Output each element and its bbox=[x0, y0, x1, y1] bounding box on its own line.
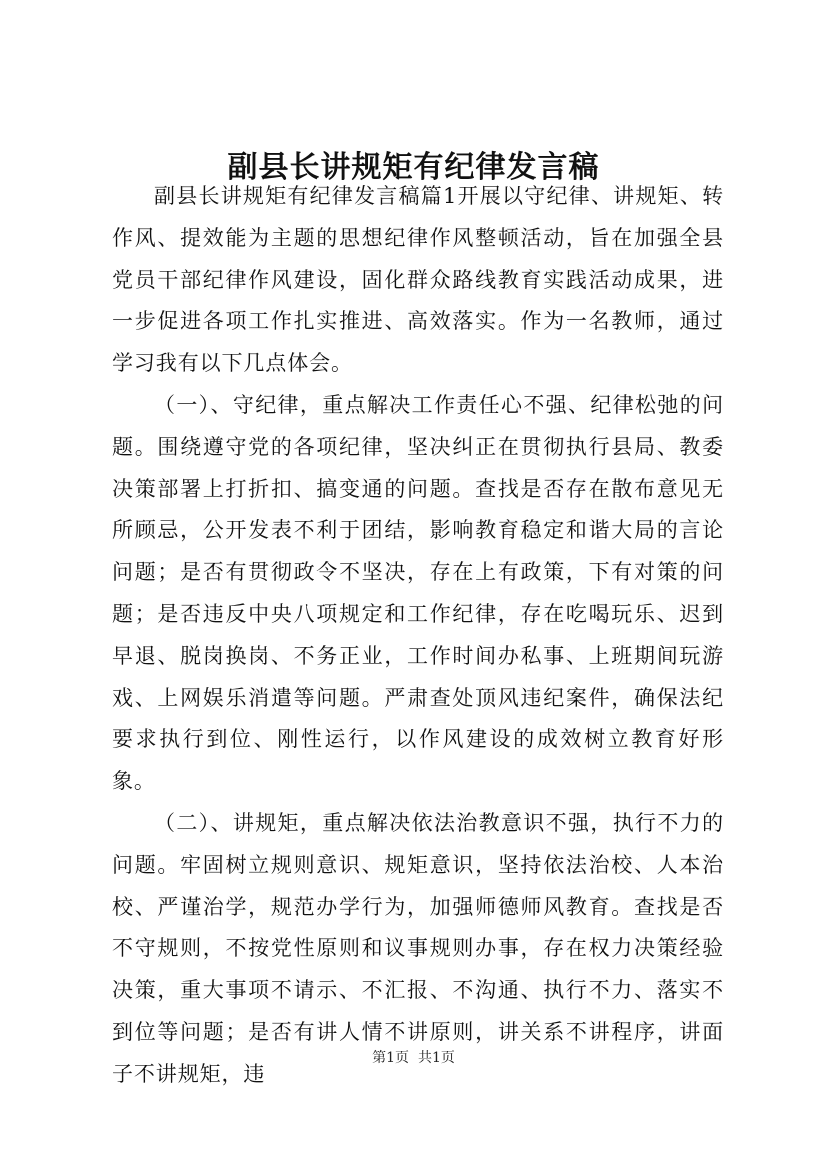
paragraph-section-2: （二）、讲规矩，重点解决依法治教意识不强，执行不力的问题。牢固树立规则意识、规矩意识，坚持依法治校、人本治校、严谨治学，规范办学行为，加强师德师风教育。查找是否不守规则，不按党性原则和议事规则办事，存在权力决策经验决策，重大事项不请示、不汇报、不沟通、执行不力、落实不到位等问题；是否有讲人情不讲原则，讲关系不讲程序，讲面子不讲规矩，违 bbox=[112, 810, 724, 1086]
document-body bbox=[112, 176, 724, 1096]
page-number: 第1页 共1页 bbox=[372, 1050, 455, 1066]
document-title: 副县长讲规矩有纪律发言稿 bbox=[227, 150, 600, 185]
page-footer bbox=[0, 1048, 827, 1068]
paragraph-section-1: （一）、守纪律，重点解决工作责任心不强、纪律松弛的问题。围绕遵守党的各项纪律，坚决纠正在贯彻执行县局、教委决策部署上打折扣、搞变通的问题。查找是否存在散布意见无所顾忌，公开发表不利于团结，影响教育稳定和谐大局的言论问题；是否有贯彻政令不坚决，存在上有政策，下有对策的问题；是否违反中央八项规定和工作纪律，存在吃喝玩乐、迟到早退、脱岗换岗、不务正业，工作时间办私事、上班期间玩游戏、上网娱乐消遣等问题。严肃查处顶风违纪案件，确保法纪要求执行到位、刚性运行，以作风建设的成效树立教育好形象。 bbox=[112, 392, 724, 794]
paragraph-intro: 副县长讲规矩有纪律发言稿篇1开展以守纪律、讲规矩、转作风、提效能为主题的思想纪律作风整顿活动，旨在加强全县党员干部纪律作风建设，固化群众路线教育实践活动成果，进一步促进各项工作扎实推进、高效落实。作为一名教师，通过学习我有以下几点体会。 bbox=[112, 184, 724, 376]
